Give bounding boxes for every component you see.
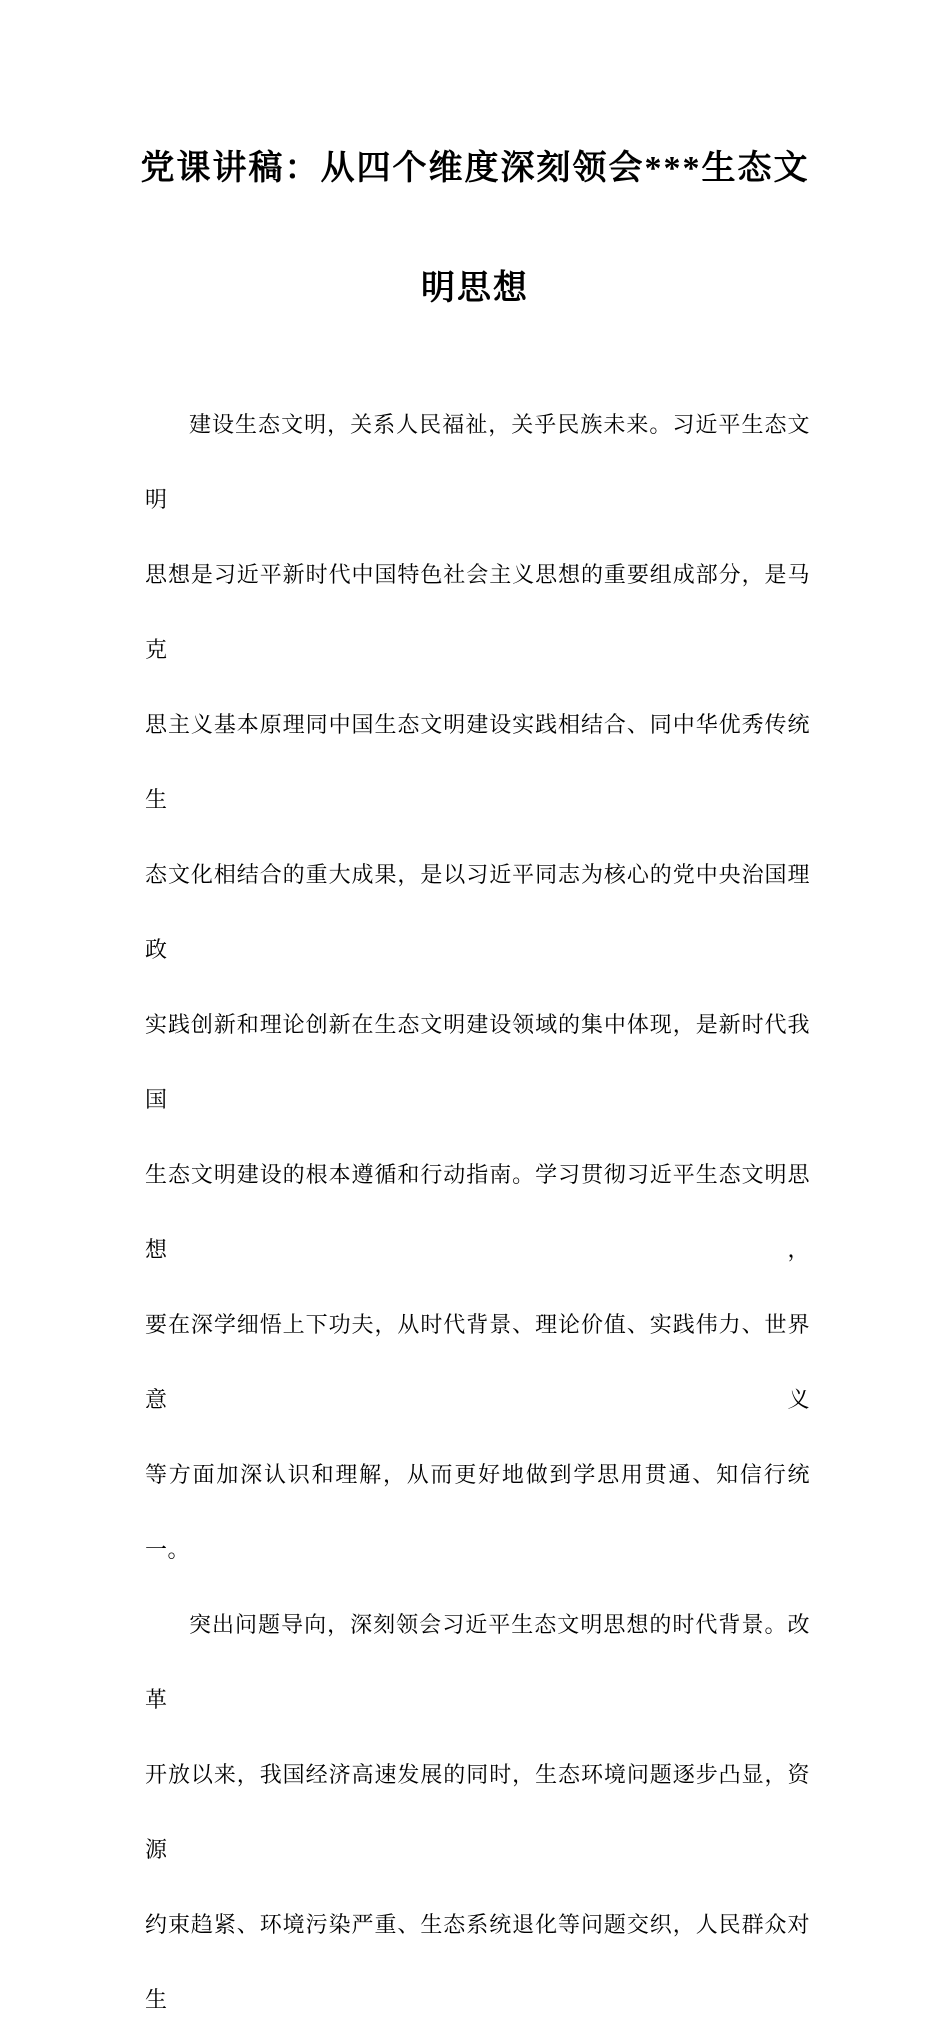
text-line: 开放以来，我国经济高速发展的同时，生态环境问题逐步凸显，资源 — [145, 1762, 810, 1862]
text-line: 态文化相结合的重大成果，是以习近平同志为核心的党中央治国理政 — [145, 862, 810, 962]
paragraph-era-background — [145, 1587, 810, 2037]
paragraph-intro — [145, 387, 810, 1587]
text-line: 突出问题导向，深刻领会习近平生态文明思想的时代背景。改革 — [145, 1612, 810, 1712]
text-line: 党课讲稿：从四个维度深刻领会***生态文 — [140, 150, 810, 187]
document-title — [70, 109, 880, 349]
text-line: 要在深学细悟上下功夫，从时代背景、理论价值、实践伟力、世界意义 — [145, 1312, 810, 1412]
text-line: 等方面加深认识和理解，从而更好地做到学思用贯通、知信行统一。 — [145, 1462, 810, 1562]
text-line: 思想是习近平新时代中国特色社会主义思想的重要组成部分，是马克 — [145, 562, 810, 662]
text-line: 约束趋紧、环境污染严重、生态系统退化等问题交织，人民群众对生 — [145, 1912, 810, 2012]
document-body — [145, 387, 810, 2037]
text-line: 建设生态文明，关系人民福祉，关乎民族未来。习近平生态文明 — [145, 412, 810, 512]
text-line: 明思想 — [421, 270, 529, 307]
text-line: 思主义基本原理同中国生态文明建设实践相结合、同中华优秀传统生 — [145, 712, 810, 812]
text-line: 实践创新和理论创新在生态文明建设领域的集中体现，是新时代我国 — [145, 1012, 810, 1112]
document-page — [0, 109, 950, 2012]
text-line: 生态文明建设的根本遵循和行动指南。学习贯彻习近平生态文明思想， — [145, 1162, 810, 1262]
